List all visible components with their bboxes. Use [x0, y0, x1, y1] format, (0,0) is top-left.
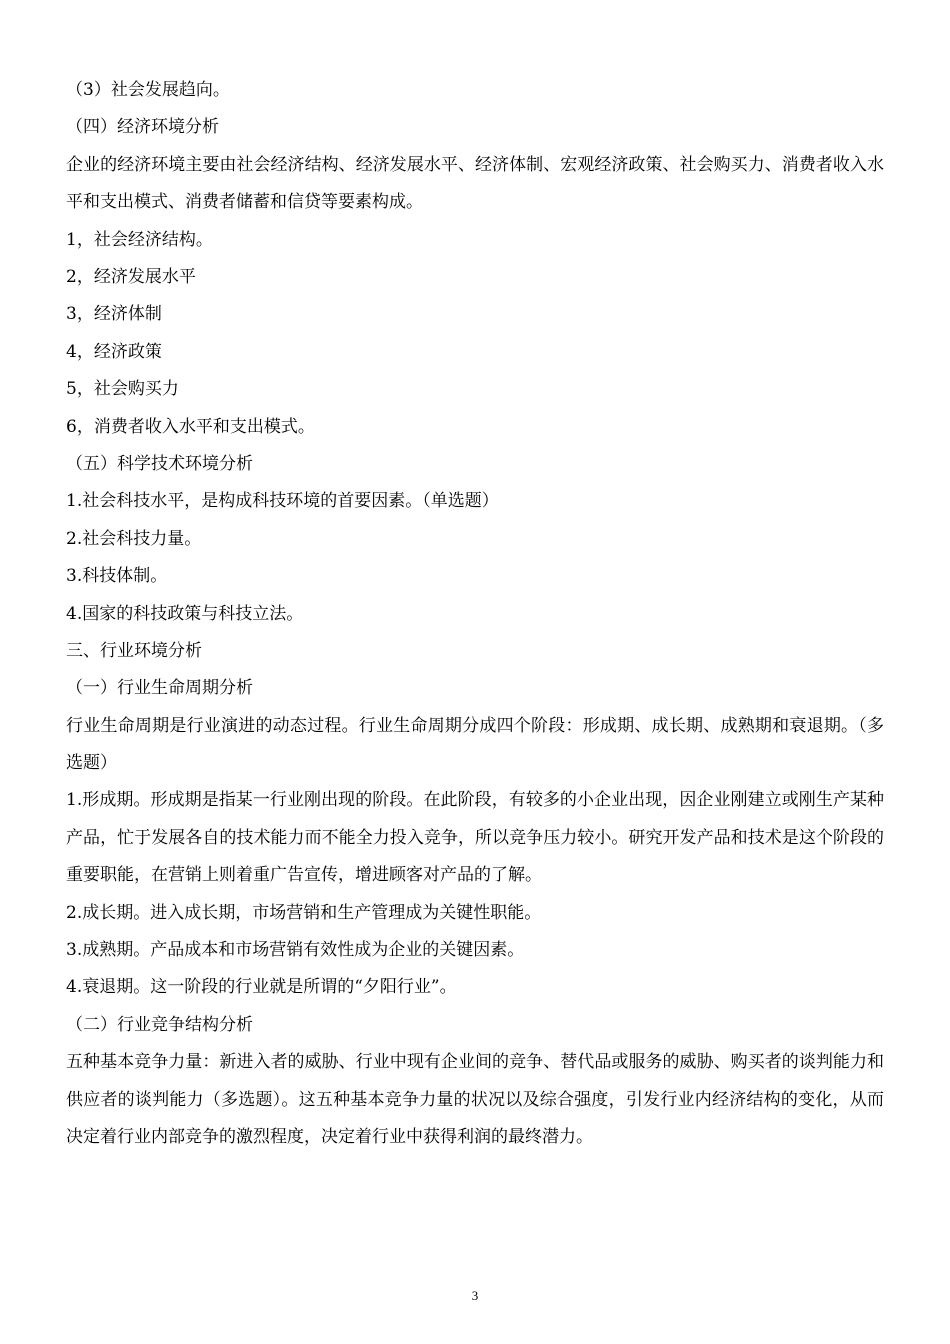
- list-item-lifecycle-2: 2.成长期。进入成长期，市场营销和生产管理成为关键性职能。: [66, 902, 542, 923]
- paragraph-industry-lifecycle: 行业生命周期是行业演进的动态过程。行业生命周期分成四个阶段：形成期、成长期、成熟期和衰退期。（多选题）: [66, 715, 884, 774]
- chapter-heading-industry-environment: 三、行业环境分析: [66, 640, 202, 661]
- list-item-economic-3: 3，经济体制: [66, 304, 162, 325]
- list-item-economic-1: 1，社会经济结构。: [66, 229, 213, 250]
- section-heading-economic-environment: （四）经济环境分析: [66, 117, 219, 138]
- paragraph-economic-environment: 企业的经济环境主要由社会经济结构、经济发展水平、经济体制、宏观经济政策、社会购买力、消费者收入水平和支出模式、消费者储蓄和信贷等要素构成。: [66, 154, 884, 213]
- list-item-lifecycle-1: 1.形成期。形成期是指某一行业刚出现的阶段。在此阶段，有较多的小企业出现，因企业刚建立或刚生产某种产品，忙于发展各自的技术能力而不能全力投入竞争，所以竞争压力较小。研究开发产品和技术是这个阶段的重要职能，在营销上则着重广告宣传，增进顾客对产品的了解。: [66, 790, 884, 886]
- list-item-technology-3: 3.科技体制。: [66, 566, 168, 587]
- list-item-economic-6: 6，消费者收入水平和支出模式。: [66, 416, 315, 437]
- list-item-technology-4: 4.国家的科技政策与科技立法。: [66, 603, 304, 624]
- section-heading-technology-environment: （五）科学技术环境分析: [66, 453, 253, 474]
- page-number: 3: [471, 1288, 479, 1303]
- section-heading-industry-lifecycle: （一）行业生命周期分析: [66, 678, 253, 699]
- list-item-lifecycle-3: 3.成熟期。产品成本和市场营销有效性成为企业的关键因素。: [66, 940, 525, 961]
- list-item-lifecycle-4: 4.衰退期。这一阶段的行业就是所谓的“夕阳行业”。: [66, 977, 457, 998]
- list-item-economic-2: 2，经济发展水平: [66, 266, 196, 287]
- section-heading-competition-structure: （二）行业竞争结构分析: [66, 1014, 253, 1035]
- document-body: [66, 72, 884, 1156]
- list-item-technology-1: 1.社会科技水平，是构成科技环境的首要因素。（单选题）: [66, 491, 499, 512]
- list-item-economic-5: 5，社会购买力: [66, 379, 179, 400]
- list-item-technology-2: 2.社会科技力量。: [66, 528, 202, 549]
- item-social-development-trend: （3）社会发展趋向。: [66, 80, 230, 100]
- paragraph-five-forces: 五种基本竞争力量：新进入者的威胁、行业中现有企业间的竞争、替代品或服务的威胁、购买者的谈判能力和供应者的谈判能力（多选题）。这五种基本竞争力量的状况以及综合强度，引发行业内经济结构的变化，从而决定着行业内部竞争的激烈程度，决定着行业中获得利润的最终潜力。: [66, 1052, 884, 1148]
- list-item-economic-4: 4，经济政策: [66, 341, 162, 362]
